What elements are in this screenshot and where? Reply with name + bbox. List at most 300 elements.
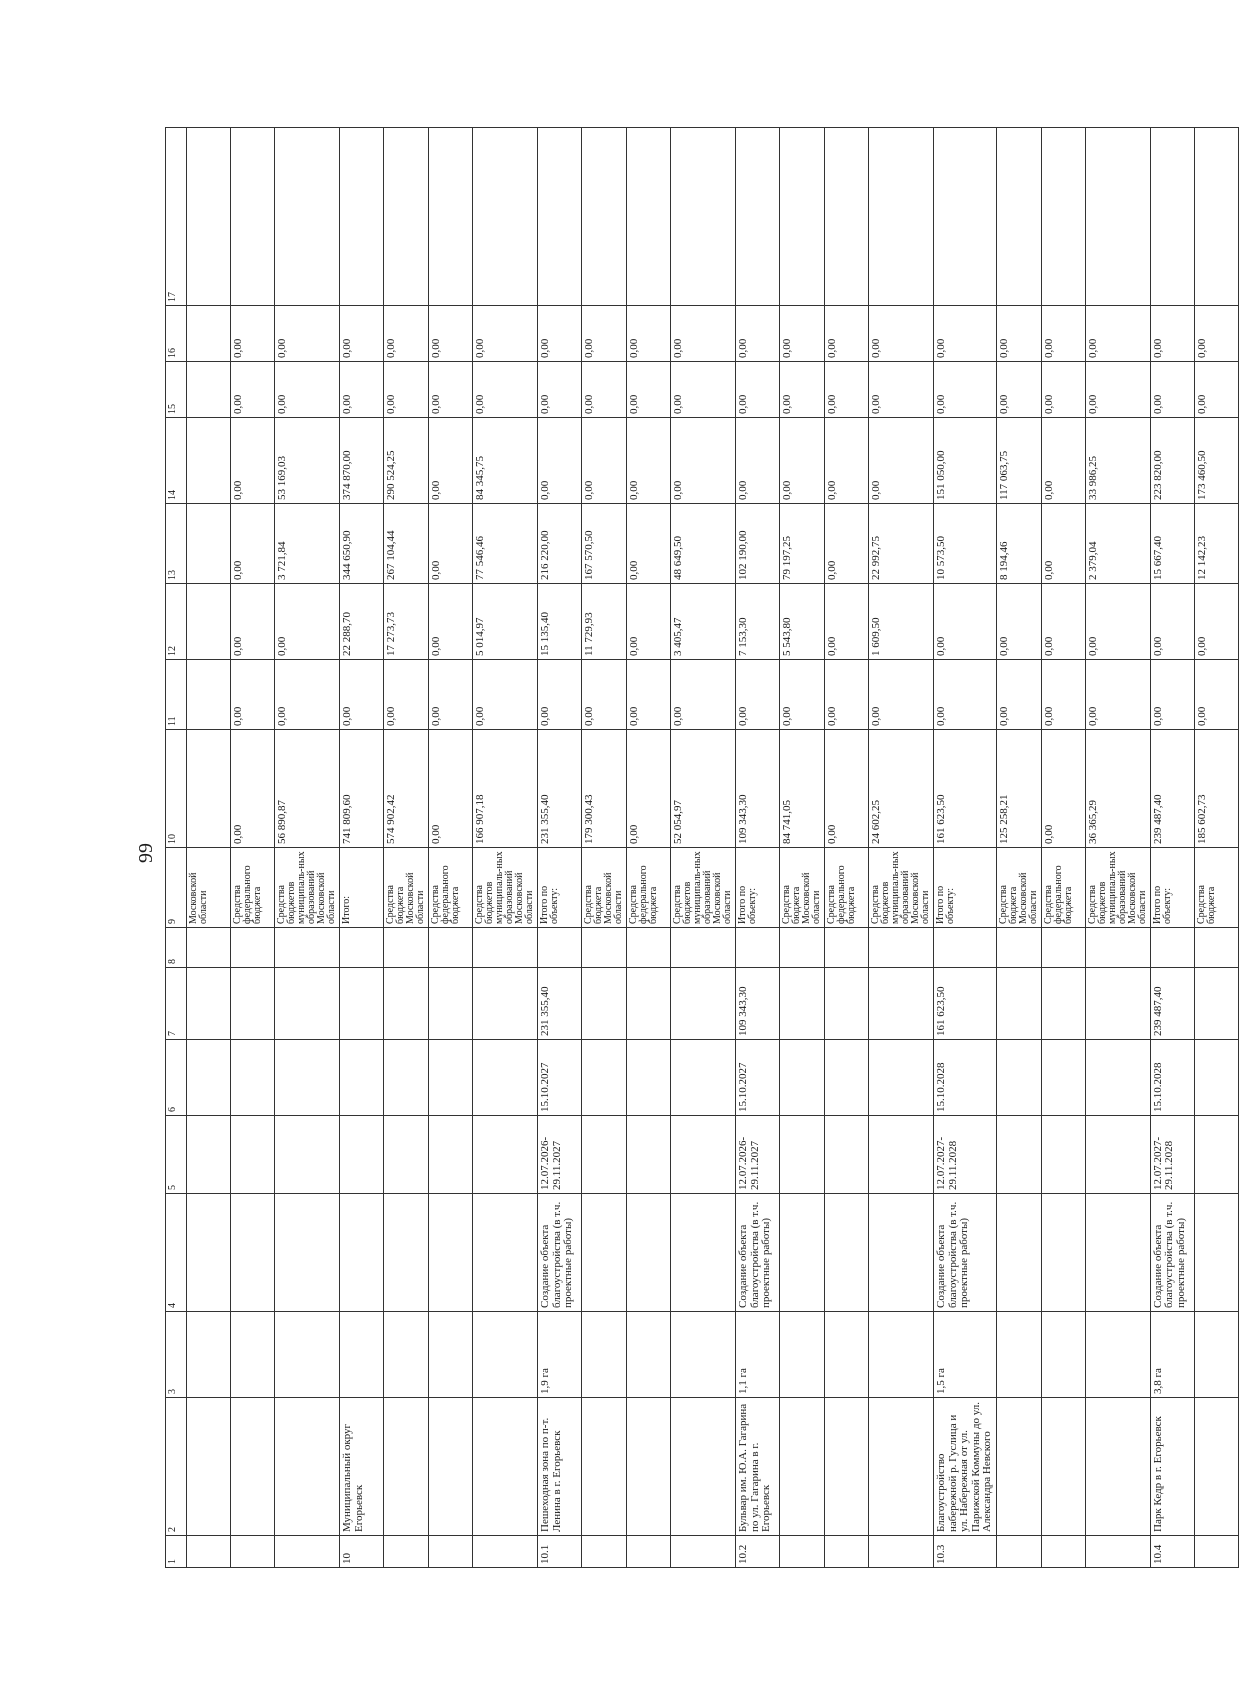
table-cell-col-12: 0,00 bbox=[996, 584, 1041, 660]
table-cell-col-15: 0,00 bbox=[825, 362, 869, 418]
table-cell-col-6 bbox=[187, 1040, 231, 1116]
table-cell-col-8 bbox=[736, 928, 780, 968]
table-cell-col-12: 0,00 bbox=[1085, 584, 1150, 660]
table-cell-col-15: 0,00 bbox=[538, 362, 582, 418]
table-cell-col-16: 0,00 bbox=[1194, 306, 1238, 362]
table-cell-col-14: 0,00 bbox=[1041, 418, 1085, 504]
table-cell-col-11: 0,00 bbox=[1150, 660, 1194, 730]
column-number-cell: 17 bbox=[166, 128, 187, 306]
table-cell-col-14: 0,00 bbox=[869, 418, 934, 504]
table-cell-col-4 bbox=[671, 1194, 736, 1312]
table-cell-col-16: 0,00 bbox=[473, 306, 538, 362]
table-cell-col-10: 166 907,18 bbox=[473, 730, 538, 848]
table-row bbox=[825, 128, 869, 1568]
table-cell-col-17 bbox=[934, 128, 997, 306]
table-cell-col-8 bbox=[934, 928, 997, 968]
table-cell-col-10: 56 890,87 bbox=[275, 730, 340, 848]
column-number-row bbox=[166, 128, 187, 1568]
table-cell-col-12: 0,00 bbox=[825, 584, 869, 660]
table-cell-col-15: 0,00 bbox=[473, 362, 538, 418]
budget-table-frame bbox=[165, 128, 1217, 1568]
table-cell-col-14: 0,00 bbox=[582, 418, 627, 504]
table-cell-col-9: Средства бюджетов муниципаль-ных образований Московской области bbox=[275, 848, 340, 928]
table-cell-col-12: 0,00 bbox=[1150, 584, 1194, 660]
table-cell-col-10: 24 602,25 bbox=[869, 730, 934, 848]
column-number-cell: 7 bbox=[166, 968, 187, 1040]
table-cell-col-6: 15.10.2028 bbox=[934, 1040, 997, 1116]
table-cell-col-3 bbox=[825, 1312, 869, 1398]
table-cell-col-16: 0,00 bbox=[825, 306, 869, 362]
table-cell-col-1: 10.3 bbox=[934, 1536, 997, 1568]
table-cell-col-15: 0,00 bbox=[869, 362, 934, 418]
table-cell-col-16 bbox=[187, 306, 231, 362]
table-cell-col-9: Московской области bbox=[187, 848, 231, 928]
column-number-cell: 13 bbox=[166, 504, 187, 584]
table-cell-col-6 bbox=[869, 1040, 934, 1116]
table-cell-col-4 bbox=[996, 1194, 1041, 1312]
column-number-cell: 16 bbox=[166, 306, 187, 362]
table-cell-col-16: 0,00 bbox=[869, 306, 934, 362]
table-cell-col-14: 0,00 bbox=[429, 418, 473, 504]
table-cell-col-1 bbox=[187, 1536, 231, 1568]
table-cell-col-2 bbox=[275, 1398, 340, 1536]
table-cell-col-7 bbox=[627, 968, 671, 1040]
table-cell-col-12: 0,00 bbox=[627, 584, 671, 660]
table-cell-col-12: 5 543,80 bbox=[780, 584, 825, 660]
table-cell-col-5 bbox=[275, 1116, 340, 1194]
table-cell-col-2 bbox=[187, 1398, 231, 1536]
table-cell-col-13: 3 721,84 bbox=[275, 504, 340, 584]
table-cell-col-2 bbox=[582, 1398, 627, 1536]
table-cell-col-14: 173 460,50 bbox=[1194, 418, 1238, 504]
table-cell-col-16: 0,00 bbox=[582, 306, 627, 362]
table-cell-col-2 bbox=[627, 1398, 671, 1536]
table-cell-col-6 bbox=[1085, 1040, 1150, 1116]
budget-table-rotated bbox=[165, 128, 1217, 1568]
table-cell-col-16: 0,00 bbox=[736, 306, 780, 362]
table-cell-col-16: 0,00 bbox=[340, 306, 384, 362]
table-cell-col-15: 0,00 bbox=[736, 362, 780, 418]
table-cell-col-11: 0,00 bbox=[340, 660, 384, 730]
table-cell-col-1 bbox=[231, 1536, 275, 1568]
table-cell-col-4 bbox=[473, 1194, 538, 1312]
table-cell-col-3 bbox=[384, 1312, 429, 1398]
table-cell-col-8 bbox=[825, 928, 869, 968]
table-cell-col-4 bbox=[1194, 1194, 1238, 1312]
table-cell-col-12: 0,00 bbox=[275, 584, 340, 660]
table-cell-col-13: 22 992,75 bbox=[869, 504, 934, 584]
table-cell-col-14: 0,00 bbox=[538, 418, 582, 504]
column-number-cell: 6 bbox=[166, 1040, 187, 1116]
table-cell-col-6 bbox=[1041, 1040, 1085, 1116]
table-cell-col-8 bbox=[582, 928, 627, 968]
table-cell-col-4 bbox=[825, 1194, 869, 1312]
table-cell-col-15: 0,00 bbox=[384, 362, 429, 418]
table-cell-col-11: 0,00 bbox=[934, 660, 997, 730]
table-cell-col-5 bbox=[780, 1116, 825, 1194]
table-cell-col-12: 0,00 bbox=[934, 584, 997, 660]
table-cell-col-10: 0,00 bbox=[429, 730, 473, 848]
table-cell-col-4: Создание объекта благоустройства (в т.ч. проектные работы) bbox=[538, 1194, 582, 1312]
table-cell-col-4 bbox=[780, 1194, 825, 1312]
table-cell-col-4 bbox=[340, 1194, 384, 1312]
table-cell-col-14: 33 986,25 bbox=[1085, 418, 1150, 504]
table-cell-col-10: 0,00 bbox=[825, 730, 869, 848]
table-cell-col-9: Средства бюджета Московской области bbox=[582, 848, 627, 928]
table-cell-col-6 bbox=[473, 1040, 538, 1116]
table-cell-col-17 bbox=[1194, 128, 1238, 306]
table-row bbox=[736, 128, 780, 1568]
table-cell-col-11 bbox=[187, 660, 231, 730]
table-cell-col-17 bbox=[473, 128, 538, 306]
table-cell-col-4 bbox=[429, 1194, 473, 1312]
table-cell-col-3 bbox=[187, 1312, 231, 1398]
table-cell-col-2 bbox=[996, 1398, 1041, 1536]
table-row bbox=[275, 128, 340, 1568]
table-cell-col-11: 0,00 bbox=[825, 660, 869, 730]
table-cell-col-6 bbox=[231, 1040, 275, 1116]
table-cell-col-7 bbox=[780, 968, 825, 1040]
table-cell-col-14: 151 050,00 bbox=[934, 418, 997, 504]
table-cell-col-13: 0,00 bbox=[825, 504, 869, 584]
table-cell-col-3 bbox=[429, 1312, 473, 1398]
table-cell-col-3 bbox=[1085, 1312, 1150, 1398]
table-cell-col-5 bbox=[582, 1116, 627, 1194]
table-cell-col-11: 0,00 bbox=[429, 660, 473, 730]
table-cell-col-4 bbox=[869, 1194, 934, 1312]
table-cell-col-5 bbox=[869, 1116, 934, 1194]
table-row bbox=[231, 128, 275, 1568]
table-cell-col-8 bbox=[1085, 928, 1150, 968]
table-cell-col-7 bbox=[340, 968, 384, 1040]
table-cell-col-2 bbox=[825, 1398, 869, 1536]
table-cell-col-13: 0,00 bbox=[231, 504, 275, 584]
table-cell-col-1 bbox=[275, 1536, 340, 1568]
table-cell-col-8 bbox=[231, 928, 275, 968]
table-cell-col-4 bbox=[1041, 1194, 1085, 1312]
table-cell-col-13 bbox=[187, 504, 231, 584]
table-cell-col-12: 1 609,50 bbox=[869, 584, 934, 660]
table-cell-col-11: 0,00 bbox=[627, 660, 671, 730]
table-cell-col-15: 0,00 bbox=[934, 362, 997, 418]
table-cell-col-16: 0,00 bbox=[996, 306, 1041, 362]
table-cell-col-7 bbox=[1194, 968, 1238, 1040]
table-cell-col-6 bbox=[582, 1040, 627, 1116]
table-cell-col-15: 0,00 bbox=[275, 362, 340, 418]
table-cell-col-11: 0,00 bbox=[996, 660, 1041, 730]
table-cell-col-13: 2 379,04 bbox=[1085, 504, 1150, 584]
table-cell-col-2 bbox=[1041, 1398, 1085, 1536]
table-cell-col-14: 0,00 bbox=[671, 418, 736, 504]
column-number-cell: 3 bbox=[166, 1312, 187, 1398]
table-cell-col-3 bbox=[627, 1312, 671, 1398]
table-cell-col-17 bbox=[1041, 128, 1085, 306]
table-cell-col-4: Создание объекта благоустройства (в т.ч. проектные работы) bbox=[1150, 1194, 1194, 1312]
table-cell-col-13: 102 190,00 bbox=[736, 504, 780, 584]
column-number-cell: 2 bbox=[166, 1398, 187, 1536]
table-cell-col-13: 267 104,44 bbox=[384, 504, 429, 584]
table-cell-col-9: Средства федерального бюджета bbox=[429, 848, 473, 928]
table-cell-col-11: 0,00 bbox=[231, 660, 275, 730]
table-cell-col-11: 0,00 bbox=[1085, 660, 1150, 730]
table-cell-col-15: 0,00 bbox=[780, 362, 825, 418]
table-cell-col-13: 216 220,00 bbox=[538, 504, 582, 584]
table-row bbox=[869, 128, 934, 1568]
table-cell-col-5: 12.07.2027-29.11.2028 bbox=[1150, 1116, 1194, 1194]
table-cell-col-7 bbox=[996, 968, 1041, 1040]
table-cell-col-3 bbox=[275, 1312, 340, 1398]
table-cell-col-7 bbox=[582, 968, 627, 1040]
table-cell-col-4 bbox=[582, 1194, 627, 1312]
table-cell-col-14: 0,00 bbox=[231, 418, 275, 504]
table-cell-col-14: 223 820,00 bbox=[1150, 418, 1194, 504]
table-cell-col-8 bbox=[538, 928, 582, 968]
table-cell-col-9: Итого по объекту: bbox=[736, 848, 780, 928]
table-cell-col-12: 0,00 bbox=[231, 584, 275, 660]
table-cell-col-8 bbox=[473, 928, 538, 968]
column-number-cell: 9 bbox=[166, 848, 187, 928]
table-cell-col-3 bbox=[473, 1312, 538, 1398]
table-cell-col-7 bbox=[869, 968, 934, 1040]
table-cell-col-12: 3 405,47 bbox=[671, 584, 736, 660]
table-cell-col-7 bbox=[1041, 968, 1085, 1040]
table-cell-col-3 bbox=[1041, 1312, 1085, 1398]
table-cell-col-5: 12.07.2027-29.11.2028 bbox=[934, 1116, 997, 1194]
table-cell-col-3 bbox=[671, 1312, 736, 1398]
table-cell-col-17 bbox=[736, 128, 780, 306]
table-cell-col-10: 0,00 bbox=[231, 730, 275, 848]
table-cell-col-10: 109 343,30 bbox=[736, 730, 780, 848]
table-row bbox=[934, 128, 997, 1568]
table-cell-col-4 bbox=[627, 1194, 671, 1312]
table-cell-col-13: 12 142,23 bbox=[1194, 504, 1238, 584]
table-row bbox=[429, 128, 473, 1568]
table-cell-col-10: 52 054,97 bbox=[671, 730, 736, 848]
table-cell-col-17 bbox=[384, 128, 429, 306]
table-cell-col-3 bbox=[780, 1312, 825, 1398]
table-cell-col-5 bbox=[231, 1116, 275, 1194]
table-cell-col-8 bbox=[429, 928, 473, 968]
table-cell-col-1 bbox=[384, 1536, 429, 1568]
table-row bbox=[1194, 128, 1238, 1568]
table-cell-col-10: 125 258,21 bbox=[996, 730, 1041, 848]
table-cell-col-8 bbox=[384, 928, 429, 968]
table-cell-col-7 bbox=[473, 968, 538, 1040]
table-cell-col-11: 0,00 bbox=[538, 660, 582, 730]
table-cell-col-17 bbox=[582, 128, 627, 306]
table-cell-col-8 bbox=[869, 928, 934, 968]
table-row bbox=[996, 128, 1041, 1568]
table-cell-col-8 bbox=[340, 928, 384, 968]
table-cell-col-14 bbox=[187, 418, 231, 504]
table-cell-col-10: 574 902,42 bbox=[384, 730, 429, 848]
table-cell-col-13: 15 667,40 bbox=[1150, 504, 1194, 584]
table-cell-col-17 bbox=[538, 128, 582, 306]
table-cell-col-12: 15 135,40 bbox=[538, 584, 582, 660]
table-cell-col-14: 0,00 bbox=[780, 418, 825, 504]
table-cell-col-4 bbox=[231, 1194, 275, 1312]
table-cell-col-3 bbox=[869, 1312, 934, 1398]
table-cell-col-9: Средства бюджета bbox=[1194, 848, 1238, 928]
table-cell-col-1 bbox=[582, 1536, 627, 1568]
table-cell-col-1 bbox=[825, 1536, 869, 1568]
table-cell-col-6 bbox=[384, 1040, 429, 1116]
table-cell-col-9: Средства бюджета Московской области bbox=[996, 848, 1041, 928]
table-cell-col-7 bbox=[1085, 968, 1150, 1040]
table-cell-col-9: Средства федерального бюджета bbox=[825, 848, 869, 928]
table-row bbox=[627, 128, 671, 1568]
table-cell-col-5 bbox=[825, 1116, 869, 1194]
table-cell-col-9: Средства бюджетов муниципаль-ных образований Московской области bbox=[869, 848, 934, 928]
table-cell-col-9: Средства бюджетов муниципаль-ных образований Московской области bbox=[1085, 848, 1150, 928]
column-number-cell: 1 bbox=[166, 1536, 187, 1568]
table-cell-col-9: Итого по объекту: bbox=[934, 848, 997, 928]
table-cell-col-7: 161 623,50 bbox=[934, 968, 997, 1040]
table-cell-col-9: Средства бюджетов муниципаль-ных образований Московской области bbox=[473, 848, 538, 928]
page-number: 99 bbox=[134, 843, 157, 863]
table-cell-col-1: 10 bbox=[340, 1536, 384, 1568]
table-cell-col-16: 0,00 bbox=[275, 306, 340, 362]
table-cell-col-1: 10.1 bbox=[538, 1536, 582, 1568]
table-cell-col-12: 0,00 bbox=[429, 584, 473, 660]
table-cell-col-2 bbox=[473, 1398, 538, 1536]
table-row bbox=[1085, 128, 1150, 1568]
table-cell-col-1 bbox=[473, 1536, 538, 1568]
table-cell-col-9: Средства бюджета Московской области bbox=[384, 848, 429, 928]
table-cell-col-10: 179 300,43 bbox=[582, 730, 627, 848]
table-row bbox=[671, 128, 736, 1568]
budget-table bbox=[165, 127, 1239, 1568]
table-cell-col-13: 167 570,50 bbox=[582, 504, 627, 584]
table-cell-col-16: 0,00 bbox=[671, 306, 736, 362]
table-cell-col-6 bbox=[275, 1040, 340, 1116]
table-cell-col-5 bbox=[340, 1116, 384, 1194]
table-cell-col-5 bbox=[1194, 1116, 1238, 1194]
table-cell-col-17 bbox=[275, 128, 340, 306]
table-cell-col-7: 109 343,30 bbox=[736, 968, 780, 1040]
table-cell-col-15: 0,00 bbox=[1194, 362, 1238, 418]
table-cell-col-17 bbox=[780, 128, 825, 306]
table-cell-col-2: Муниципальный округ Егорьевск bbox=[340, 1398, 384, 1536]
table-cell-col-7 bbox=[275, 968, 340, 1040]
table-cell-col-2: Благоустройство набережной р. Гуслица и ул. Набережная от ул. Парижской Коммуны до ул. Александра Невского bbox=[934, 1398, 997, 1536]
table-cell-col-5 bbox=[671, 1116, 736, 1194]
column-number-cell: 12 bbox=[166, 584, 187, 660]
table-cell-col-10: 741 809,60 bbox=[340, 730, 384, 848]
table-cell-col-7 bbox=[187, 968, 231, 1040]
table-row bbox=[473, 128, 538, 1568]
table-cell-col-15: 0,00 bbox=[1041, 362, 1085, 418]
table-cell-col-8 bbox=[780, 928, 825, 968]
table-cell-col-12: 0,00 bbox=[1194, 584, 1238, 660]
table-cell-col-17 bbox=[671, 128, 736, 306]
table-cell-col-7 bbox=[671, 968, 736, 1040]
table-cell-col-16: 0,00 bbox=[1041, 306, 1085, 362]
table-cell-col-8 bbox=[627, 928, 671, 968]
table-cell-col-12 bbox=[187, 584, 231, 660]
table-cell-col-11: 0,00 bbox=[869, 660, 934, 730]
column-number-cell: 10 bbox=[166, 730, 187, 848]
table-cell-col-8 bbox=[996, 928, 1041, 968]
table-cell-col-17 bbox=[231, 128, 275, 306]
table-cell-col-9: Средства бюджета Московской области bbox=[780, 848, 825, 928]
table-cell-col-15: 0,00 bbox=[231, 362, 275, 418]
table-cell-col-5 bbox=[473, 1116, 538, 1194]
table-cell-col-9: Итого по объекту: bbox=[538, 848, 582, 928]
table-cell-col-2 bbox=[869, 1398, 934, 1536]
table-cell-col-15: 0,00 bbox=[996, 362, 1041, 418]
table-cell-col-16: 0,00 bbox=[384, 306, 429, 362]
table-cell-col-10: 84 741,05 bbox=[780, 730, 825, 848]
table-cell-col-10: 0,00 bbox=[627, 730, 671, 848]
table-cell-col-2: Бульвар им. Ю.А. Гагарина по ул. Гагарина в г. Егорьевск bbox=[736, 1398, 780, 1536]
table-cell-col-13: 10 573,50 bbox=[934, 504, 997, 584]
table-row bbox=[384, 128, 429, 1568]
table-cell-col-11: 0,00 bbox=[1041, 660, 1085, 730]
table-cell-col-16: 0,00 bbox=[627, 306, 671, 362]
table-cell-col-1 bbox=[780, 1536, 825, 1568]
table-cell-col-12: 22 288,70 bbox=[340, 584, 384, 660]
table-cell-col-2: Пешеходная зона по п-т. Ленина в г. Егорьевск bbox=[538, 1398, 582, 1536]
table-cell-col-14: 117 063,75 bbox=[996, 418, 1041, 504]
table-cell-col-1 bbox=[429, 1536, 473, 1568]
table-row bbox=[1041, 128, 1085, 1568]
table-cell-col-5 bbox=[627, 1116, 671, 1194]
table-cell-col-6 bbox=[627, 1040, 671, 1116]
table-cell-col-3 bbox=[996, 1312, 1041, 1398]
table-cell-col-11: 0,00 bbox=[736, 660, 780, 730]
table-cell-col-1 bbox=[869, 1536, 934, 1568]
table-cell-col-13: 8 194,46 bbox=[996, 504, 1041, 584]
table-row bbox=[582, 128, 627, 1568]
table-cell-col-15: 0,00 bbox=[627, 362, 671, 418]
table-row bbox=[780, 128, 825, 1568]
table-cell-col-13: 48 649,50 bbox=[671, 504, 736, 584]
table-cell-col-8 bbox=[187, 928, 231, 968]
table-cell-col-13: 0,00 bbox=[429, 504, 473, 584]
table-cell-col-15: 0,00 bbox=[429, 362, 473, 418]
table-cell-col-2 bbox=[384, 1398, 429, 1536]
table-cell-col-7: 231 355,40 bbox=[538, 968, 582, 1040]
table-cell-col-17 bbox=[429, 128, 473, 306]
column-number-cell: 14 bbox=[166, 418, 187, 504]
table-cell-col-6: 15.10.2027 bbox=[736, 1040, 780, 1116]
table-cell-col-2 bbox=[780, 1398, 825, 1536]
table-cell-col-4 bbox=[1085, 1194, 1150, 1312]
table-cell-col-4 bbox=[384, 1194, 429, 1312]
table-cell-col-2 bbox=[231, 1398, 275, 1536]
table-cell-col-14: 84 345,75 bbox=[473, 418, 538, 504]
table-cell-col-15: 0,00 bbox=[1150, 362, 1194, 418]
table-cell-col-14: 290 524,25 bbox=[384, 418, 429, 504]
table-cell-col-6 bbox=[780, 1040, 825, 1116]
table-cell-col-15: 0,00 bbox=[1085, 362, 1150, 418]
table-cell-col-10: 161 623,50 bbox=[934, 730, 997, 848]
table-cell-col-17 bbox=[340, 128, 384, 306]
table-cell-col-16: 0,00 bbox=[780, 306, 825, 362]
table-cell-col-6 bbox=[825, 1040, 869, 1116]
table-cell-col-16: 0,00 bbox=[231, 306, 275, 362]
table-cell-col-10: 239 487,40 bbox=[1150, 730, 1194, 848]
table-cell-col-17 bbox=[996, 128, 1041, 306]
table-cell-col-9: Итого: bbox=[340, 848, 384, 928]
table-cell-col-3 bbox=[582, 1312, 627, 1398]
table-cell-col-17 bbox=[869, 128, 934, 306]
table-cell-col-16: 0,00 bbox=[1085, 306, 1150, 362]
table-cell-col-6 bbox=[1194, 1040, 1238, 1116]
table-cell-col-1 bbox=[671, 1536, 736, 1568]
table-row bbox=[1150, 128, 1194, 1568]
